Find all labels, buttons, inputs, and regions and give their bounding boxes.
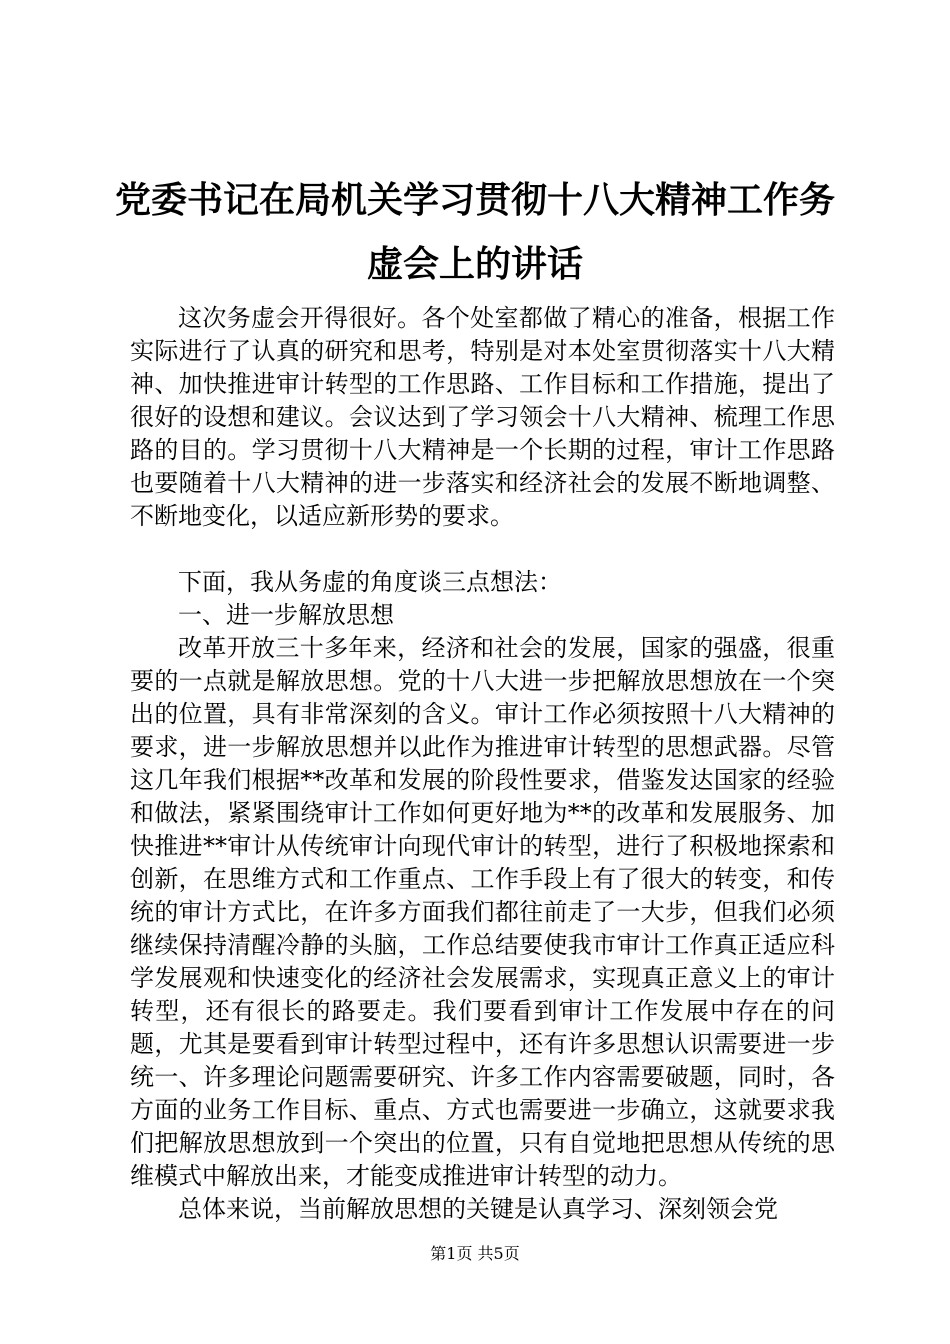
title-line-1: 党委书记在局机关学习贯彻十八大精神工作务: [114, 179, 835, 221]
document-title: [80, 168, 870, 296]
paragraph-continued: 总体来说，当前解放思想的关键是认真学习、深刻领会党: [178, 1195, 778, 1223]
document-body: [130, 302, 835, 1226]
section-heading-1: 一、进一步解放思想: [178, 601, 394, 629]
paragraph-spacer: [130, 533, 835, 566]
paragraph-outline: 下面，我从务虚的角度谈三点想法：: [178, 568, 562, 596]
paragraph-section-1: 改革开放三十多年来，经济和社会的发展，国家的强盛，很重要的一点就是解放思想。党的十八大进一步把解放思想放在一个突出的位置，具有非常深刻的含义。审计工作必须按照十八大精神的要求，进一步解放思想并以此作为推进审计转型的思想武器。尽管这几年我们根据**改革和发展的阶段性要求，借鉴发达国家的经验和做法，紧紧围绕审计工作如何更好地为**的改革和发展服务、加快推进**审计从传统审计向现代审计的转型，进行了积极地探索和创新，在思维方式和工作重点、工作手段上有了很大的转变，和传统的审计方式比，在许多方面我们都往前走了一大步，但我们必须继续保持清醒冷静的头脑，工作总结要使我市审计工作真正适应科学发展观和快速变化的经济社会发展需求，实现真正意义上的审计转型，还有很长的路要走。我们要看到审计工作发展中存在的问题，尤其是要看到审计转型过程中，还有许多思想认识需要进一步统一、许多理论问题需要研究、许多工作内容需要破题，同时，各方面的业务工作目标、重点、方式也需要进一步确立，这就要求我们把解放思想放到一个突出的位置，只有自觉地把思想从传统的思维模式中解放出来，才能变成推进审计转型的动力。: [130, 634, 835, 1190]
page-footer: 第1页 共5页: [430, 1244, 520, 1263]
title-line-2: 虚会上的讲话: [366, 243, 583, 285]
paragraph-intro: 这次务虚会开得很好。各个处室都做了精心的准备，根据工作实际进行了认真的研究和思考，特别是对本处室贯彻落实十八大精神、加快推进审计转型的工作思路、工作目标和工作措施，提出了很好的设想和建议。会议达到了学习领会十八大精神、梳理工作思路的目的。学习贯彻十八大精神是一个长期的过程，审计工作思路也要随着十八大精神的进一步落实和经济社会的发展不断地调整、不断地变化，以适应新形势的要求。: [130, 304, 835, 530]
